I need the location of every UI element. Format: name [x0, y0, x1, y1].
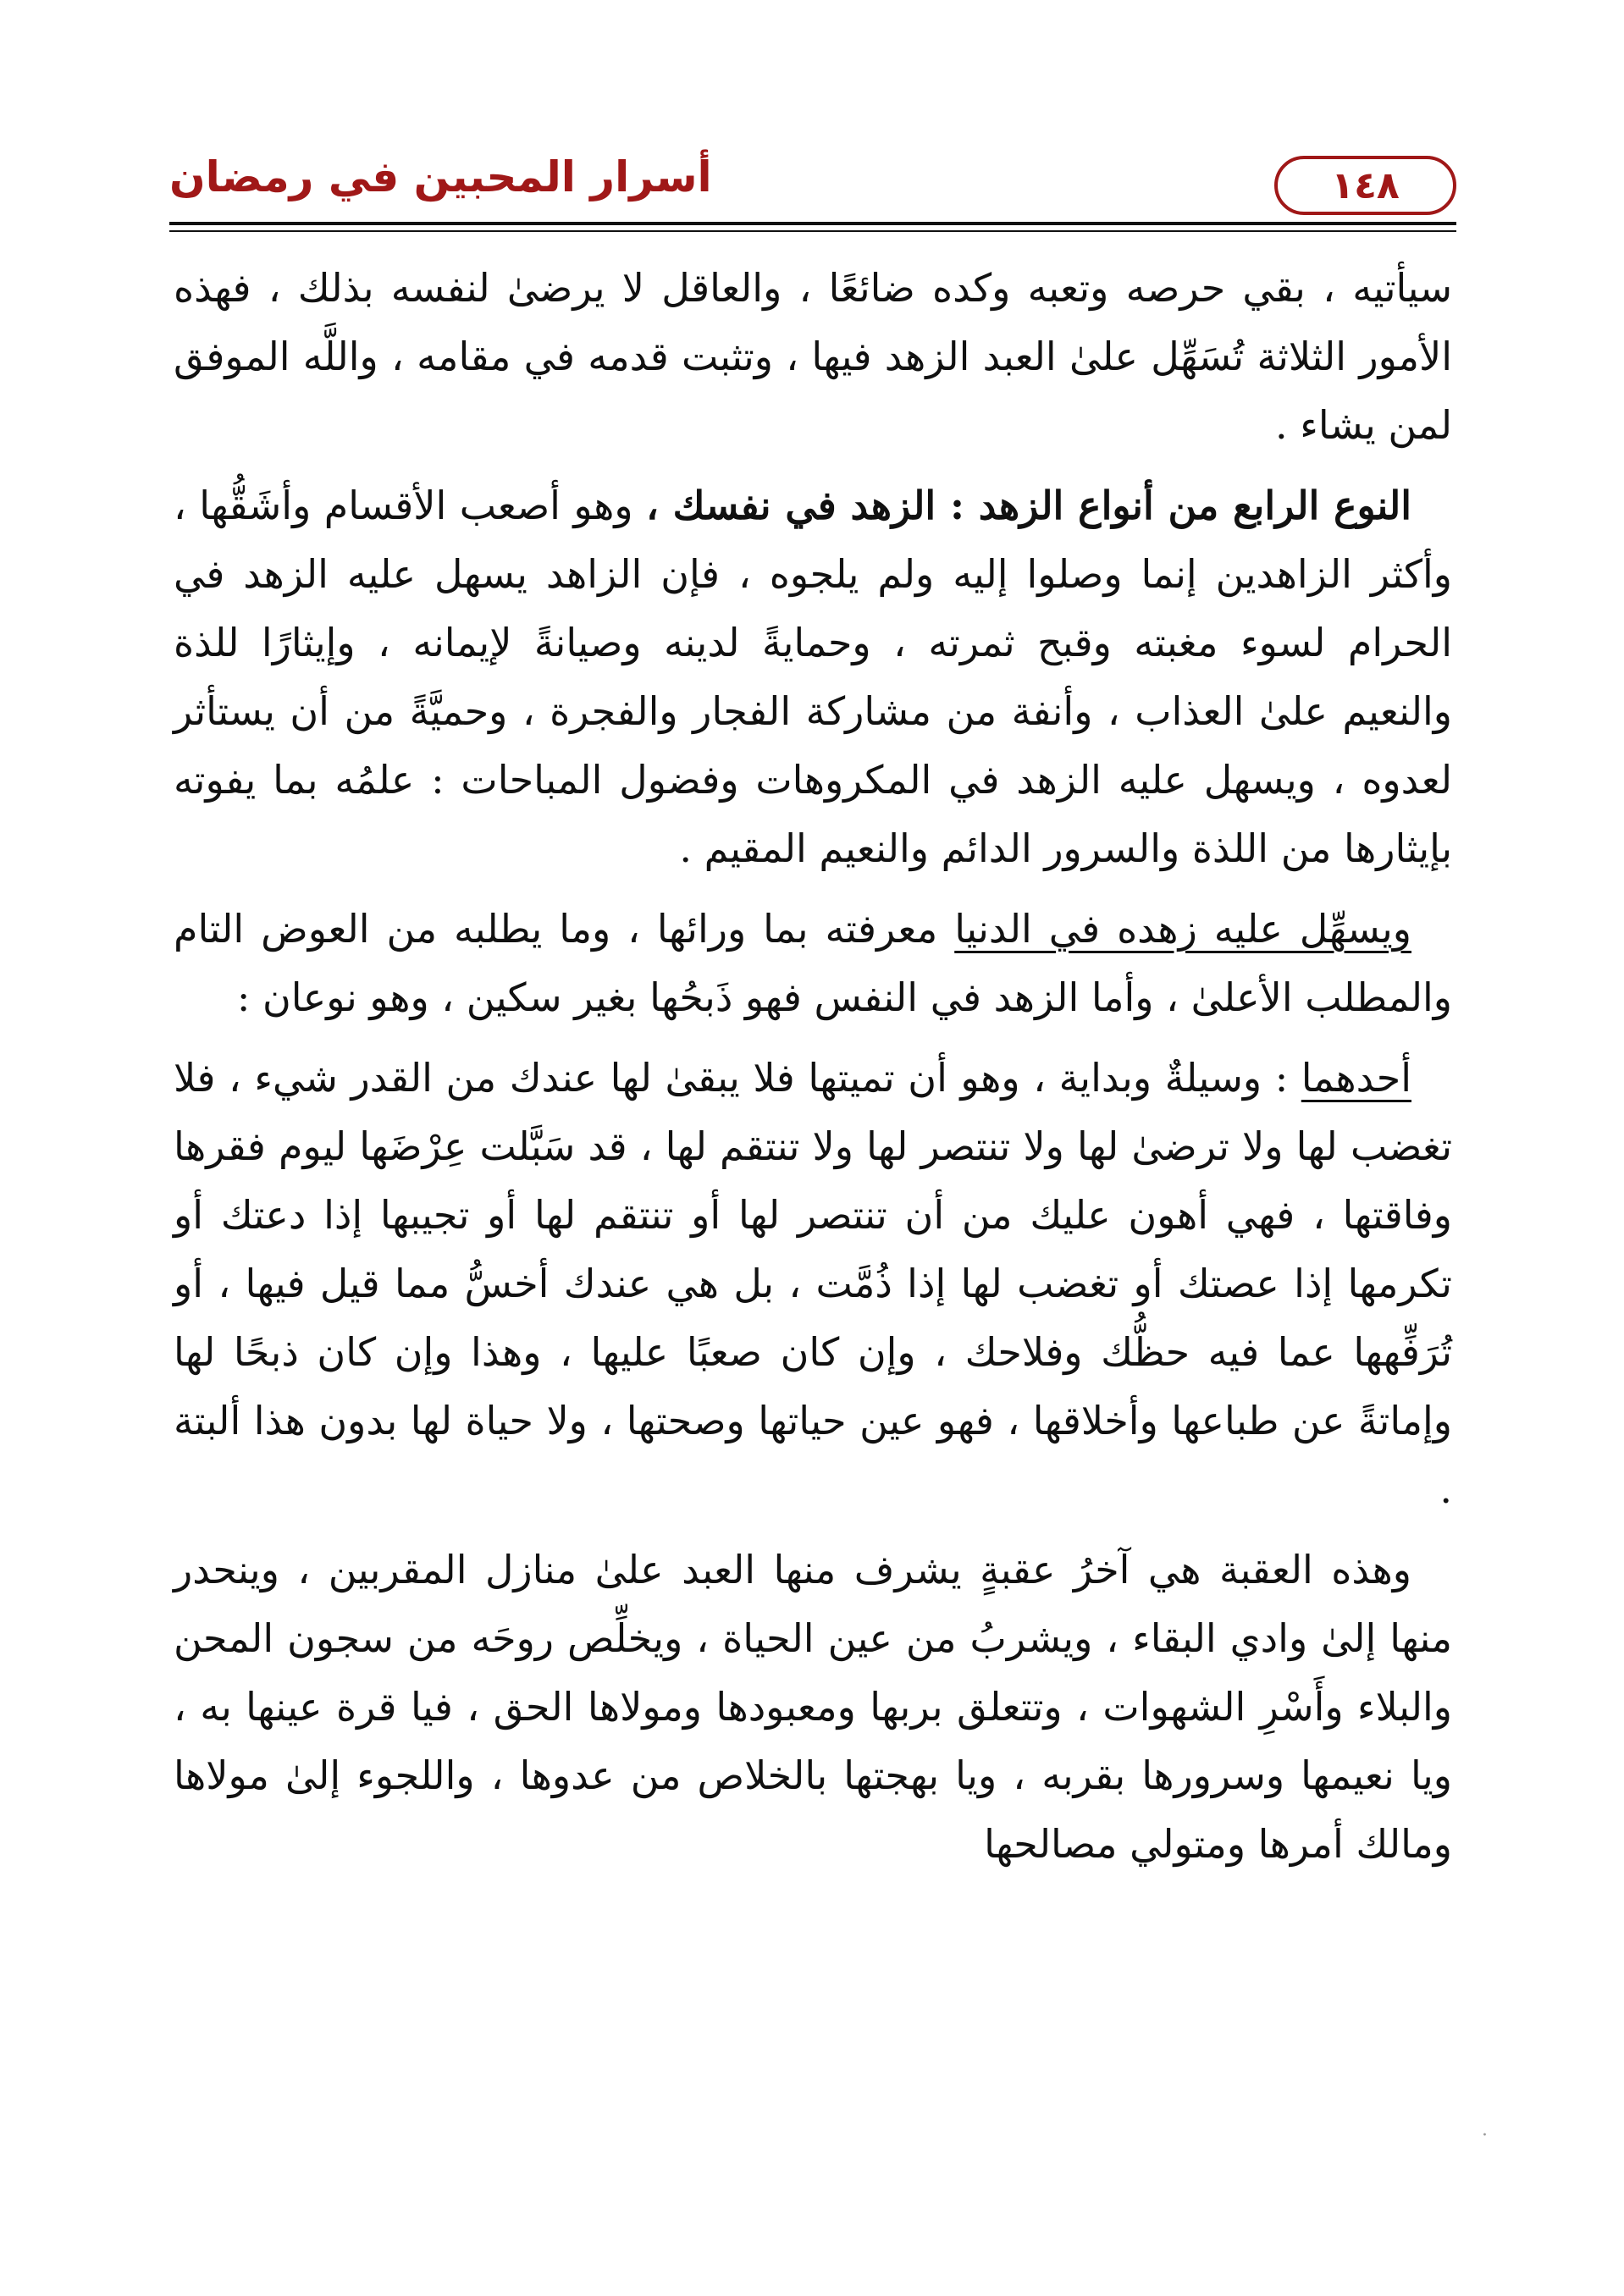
paragraph-5-text: وهذه العقبة هي آخرُ عقبةٍ يشرف منها العبد علىٰ منازل المقربين ، وينحدر منها إلىٰ وادي البقاء ، ويشربُ من عين الحياة ، ويخلِّص روحَه من سجون المحن والبلاء وأَسْرِ الشهوات ، وتتعلق بربها ومعبودها ومولاها الحق ، فيا قرة عينها به ، ويا نعيمها وسرورها بقربه ، ويا بهجتها بالخلاص من عدوها ، واللجوء إلىٰ مولاها ومالك أمرها ومتولي مصالحها	[174, 1547, 1452, 1867]
book-title: أسرار المحبين في رمضان	[169, 152, 712, 201]
page-header	[169, 144, 1456, 229]
paragraph-4-underlined-word: أحدهما	[1301, 1055, 1411, 1101]
paragraph-2	[174, 472, 1452, 883]
text-body	[174, 254, 1452, 1879]
page-number-badge: ١٤٨	[1274, 156, 1456, 215]
paragraph-3	[174, 895, 1452, 1032]
paragraph-3-text: معرفته بما ورائها ، وما يطلبه من العوض التام والمطلب الأعلىٰ ، وأما الزهد في النفس فهو ذَبحُها بغير سكين ، وهو نوعان :	[174, 906, 1452, 1020]
scan-dot: ·	[1482, 2125, 1488, 2146]
paragraph-2-text: وهو أصعب الأقسام وأشَقُّها ، وأكثر الزاهدين إنما وصلوا إليه ولم يلجوه ، فإن الزاهد يسهل عليه الزهد في الحرام لسوء مغبته وقبح ثمرته ، وحمايةً لدينه وصيانةً لإيمانه ، وإيثارًا للذة والنعيم علىٰ العذاب ، وأنفة من مشاركة الفجار والفجرة ، وحميَّةً من أن يستأثر لعدوه ، ويسهل عليه الزهد في المكروهات وفضول المباحات : علمُه بما يفوته بإيثارها من اللذة والسرور الدائم والنعيم المقيم .	[174, 483, 1452, 871]
header-rule-thick	[169, 222, 1456, 225]
paragraph-1	[174, 254, 1452, 460]
header-rule-thin	[169, 230, 1456, 232]
paragraph-4	[174, 1044, 1452, 1524]
paragraph-3-underlined-phrase: ويسهِّل عليه زهده في الدنيا	[954, 906, 1411, 952]
paragraph-5	[174, 1536, 1452, 1879]
paragraph-2-heading: النوع الرابع من أنواع الزهد : الزهد في نفسك ،	[646, 483, 1411, 528]
paragraph-1-text: سيأتيه ، بقي حرصه وتعبه وكده ضائعًا ، والعاقل لا يرضىٰ لنفسه بذلك ، فهذه الأمور الثلاثة تُسَهِّل علىٰ العبد الزهد فيها ، وتثبت قدمه في مقامه ، واللَّه الموفق لمن يشاء .	[174, 265, 1452, 448]
paragraph-4-text: : وسيلةٌ وبداية ، وهو أن تميتها فلا يبقىٰ لها عندك من القدر شيء ، فلا تغضب لها ولا ترضىٰ لها ولا تنتصر لها ولا تنتقم لها ، قد سَبَّلت عِرْضَها ليوم فقرها وفاقتها ، فهي أهون عليك من أن تنتصر لها أو تنتقم لها أو تجيبها إذا دعتك أو تكرمها إذا عصتك أو تغضب لها إذا ذُمَّت ، بل هي عندك أخسُّ مما قيل فيها ، أو تُرَفِّهها عما فيه حظُّك وفلاحك ، وإن كان صعبًا عليها ، وهذا وإن كان ذبحًا لها وإماتةً عن طباعها وأخلاقها ، فهو عين حياتها وصحتها ، ولا حياة لها بدون هذا ألبتة .	[174, 1055, 1452, 1512]
